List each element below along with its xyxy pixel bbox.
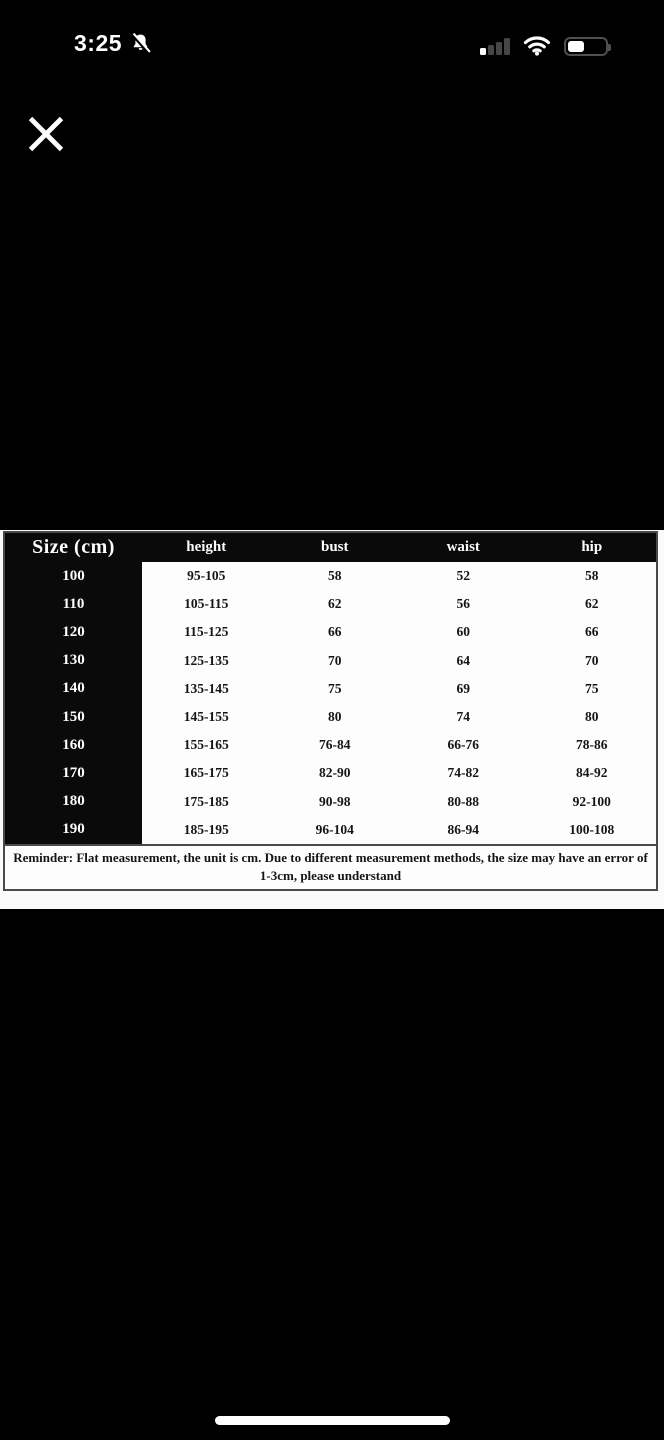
cell-value: 92-100 xyxy=(528,788,657,816)
cell-value: 74-82 xyxy=(399,759,528,787)
battery-fill xyxy=(568,41,584,52)
cell-value: 80 xyxy=(528,703,657,731)
cell-value: 66 xyxy=(271,618,400,646)
column-header-waist: waist xyxy=(446,539,480,555)
size-table xyxy=(3,531,658,846)
cell-value: 76-84 xyxy=(271,731,400,759)
table-row xyxy=(5,647,656,675)
cell-value: 66-76 xyxy=(399,731,528,759)
cell-value: 78-86 xyxy=(528,731,657,759)
cell-size: 100 xyxy=(5,562,142,590)
cell-value: 80-88 xyxy=(399,788,528,816)
cell-value: 84-92 xyxy=(528,759,657,787)
battery-nub xyxy=(608,44,611,51)
table-row xyxy=(5,759,656,787)
cell-value: 135-145 xyxy=(142,675,271,703)
cell-size: 150 xyxy=(5,703,142,731)
cell-value: 100-108 xyxy=(528,816,657,844)
reminder-text: Reminder: Flat measurement, the unit is cm. Due to different measurement methods, the size may have an error of 1-3cm, please understand xyxy=(3,846,658,891)
notifications-muted-icon xyxy=(129,32,152,55)
cell-value: 115-125 xyxy=(142,618,271,646)
cell-value: 75 xyxy=(271,675,400,703)
cell-value: 64 xyxy=(399,647,528,675)
close-button[interactable] xyxy=(24,112,68,156)
cell-value: 96-104 xyxy=(271,816,400,844)
cell-value: 62 xyxy=(528,590,657,618)
cell-value: 74 xyxy=(399,703,528,731)
table-row xyxy=(5,618,656,646)
status-bar-right xyxy=(480,36,608,56)
cell-value: 145-155 xyxy=(142,703,271,731)
table-row xyxy=(5,731,656,759)
column-header-height: height xyxy=(186,539,227,555)
table-row xyxy=(5,788,656,816)
cell-value: 58 xyxy=(528,562,657,590)
column-header-bust: bust xyxy=(320,539,349,555)
column-header-size: Size (cm) xyxy=(32,536,115,558)
cell-size: 140 xyxy=(5,675,142,703)
cell-value: 80 xyxy=(271,703,400,731)
cell-size: 110 xyxy=(5,590,142,618)
battery-icon xyxy=(564,37,608,56)
home-indicator[interactable] xyxy=(215,1416,450,1425)
cell-value: 165-175 xyxy=(142,759,271,787)
cell-value: 125-135 xyxy=(142,647,271,675)
cell-value: 70 xyxy=(528,647,657,675)
cell-value: 185-195 xyxy=(142,816,271,844)
cell-value: 62 xyxy=(271,590,400,618)
cell-size: 180 xyxy=(5,788,142,816)
cell-value: 70 xyxy=(271,647,400,675)
cell-size: 120 xyxy=(5,618,142,646)
close-icon xyxy=(28,116,64,152)
cell-size: 130 xyxy=(5,647,142,675)
table-row xyxy=(5,816,656,844)
cellular-signal-icon xyxy=(480,38,510,55)
cell-size: 160 xyxy=(5,731,142,759)
cell-value: 105-115 xyxy=(142,590,271,618)
cell-value: 69 xyxy=(399,675,528,703)
table-row xyxy=(5,703,656,731)
cell-value: 60 xyxy=(399,618,528,646)
cell-value: 155-165 xyxy=(142,731,271,759)
cell-size: 190 xyxy=(5,816,142,844)
status-bar-left xyxy=(74,32,152,55)
cell-size: 170 xyxy=(5,759,142,787)
table-row xyxy=(5,562,656,590)
table-row xyxy=(5,590,656,618)
table-body xyxy=(5,562,656,844)
cell-value: 95-105 xyxy=(142,562,271,590)
cell-value: 75 xyxy=(528,675,657,703)
cell-value: 82-90 xyxy=(271,759,400,787)
column-header-hip: hip xyxy=(581,539,603,555)
cell-value: 90-98 xyxy=(271,788,400,816)
cell-value: 52 xyxy=(399,562,528,590)
cell-value: 66 xyxy=(528,618,657,646)
status-time: 3:25 xyxy=(74,30,123,56)
table-header-row xyxy=(5,533,656,562)
size-chart-image xyxy=(0,530,664,909)
table-row xyxy=(5,675,656,703)
cell-value: 86-94 xyxy=(399,816,528,844)
cell-value: 58 xyxy=(271,562,400,590)
cell-value: 175-185 xyxy=(142,788,271,816)
wifi-icon xyxy=(523,36,551,56)
cell-value: 56 xyxy=(399,590,528,618)
